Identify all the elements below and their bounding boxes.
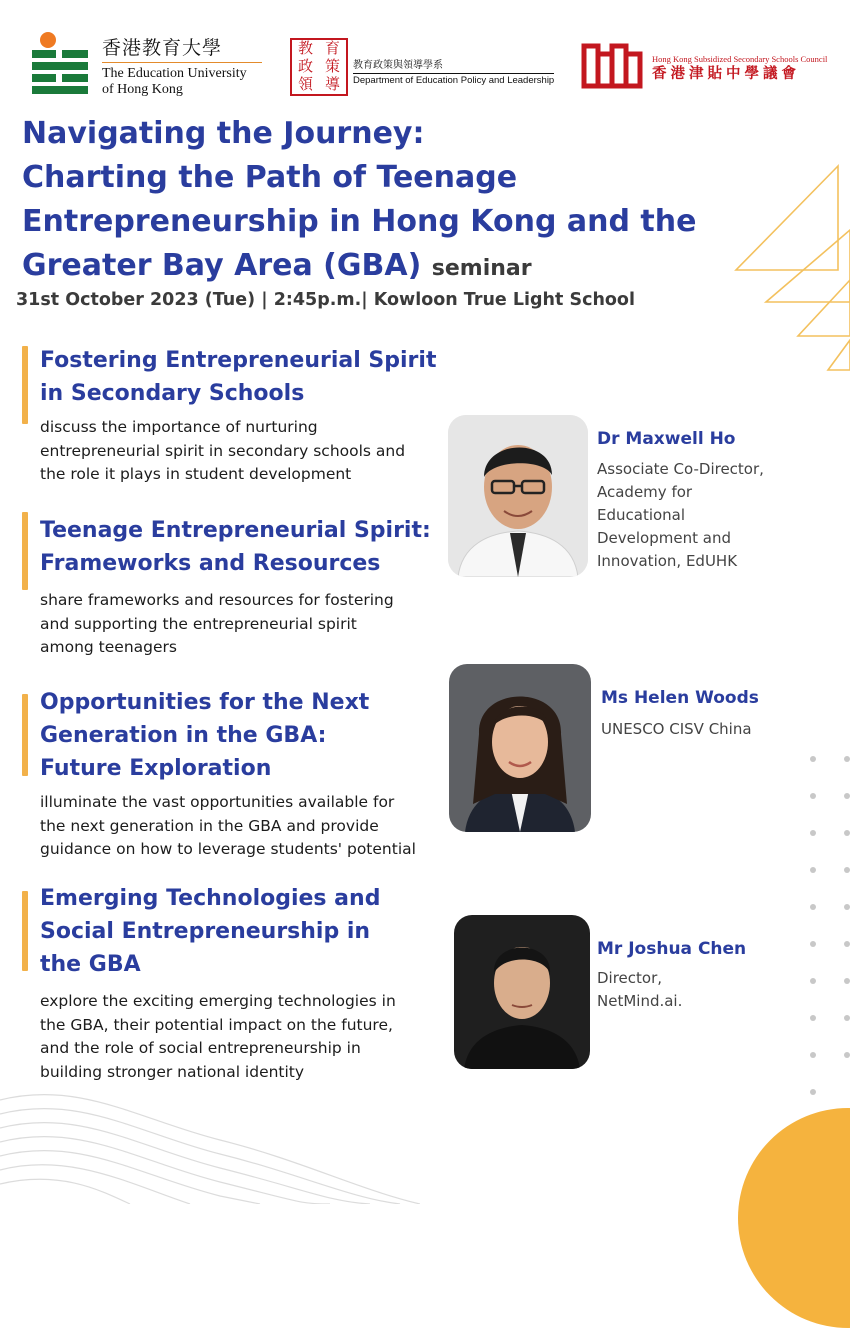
topic-desc-line: the next generation in the GBA and provide: [40, 816, 379, 835]
topic-4-description: [40, 990, 450, 1084]
speaker-photo-maxwell-ho: [448, 415, 588, 577]
topic-accent-bar: [22, 346, 28, 424]
topic-desc-line: guidance on how to leverage students' potential: [40, 840, 416, 858]
eduhk-logo-text: [102, 38, 247, 98]
topic-2-description: [40, 589, 450, 660]
speaker-name: Ms Helen Woods: [601, 688, 759, 708]
council-logo-text: [652, 54, 827, 83]
dept-seal-char: 育: [324, 39, 340, 57]
event-title-line: Entrepreneurship in Hong Kong and the: [22, 204, 697, 239]
speaker-role-line: Associate Co-Director,: [597, 460, 764, 478]
topic-title-line: Frameworks and Resources: [40, 551, 381, 576]
topic-desc-line: and supporting the entrepreneurial spirit: [40, 614, 357, 633]
speaker-role-line: Academy for: [597, 483, 693, 501]
speaker-role-line: Development and: [597, 529, 731, 547]
topic-accent-bar: [22, 512, 28, 590]
speaker-role: [597, 458, 764, 573]
event-date-venue: 31st October 2023 (Tue) | 2:45p.m.| Kowloon True Light School: [16, 290, 635, 310]
speaker-role-line: NetMind.ai.: [597, 992, 683, 1010]
decorative-triangles: [730, 160, 850, 380]
topic-accent-bar: [22, 694, 28, 776]
decorative-orange-circle: [738, 1108, 850, 1328]
topic-title-line: Generation in the GBA:: [40, 723, 327, 748]
eduhk-name-en-2: of Hong Kong: [102, 82, 183, 97]
event-title-line: Navigating the Journey:: [22, 116, 425, 151]
eduhk-name-cn: 香港教育大學: [102, 38, 223, 59]
council-name-cn: 香港津貼中學議會: [652, 65, 800, 82]
topic-desc-line: among teenagers: [40, 638, 177, 656]
dept-seal: [290, 38, 348, 96]
topic-desc-line: entrepreneurial spirit in secondary schools and: [40, 441, 406, 460]
topic-desc-line: share frameworks and resources for fostering: [40, 591, 394, 609]
speaker-name: Dr Maxwell Ho: [597, 429, 736, 449]
dept-seal-char: 教: [297, 39, 313, 57]
topic-title-line: Opportunities for the Next: [40, 690, 370, 715]
event-title-line: Greater Bay Area (GBA): [22, 248, 422, 283]
speaker-role-line: Director,: [597, 969, 663, 987]
dept-logo-text: [353, 59, 554, 88]
topic-desc-line: the GBA, their potential impact on the future,: [40, 1015, 393, 1034]
council-name-en: Hong Kong Subsidized Secondary Schools Council: [652, 54, 828, 64]
topic-accent-bar: [22, 891, 28, 971]
dot-grid: [810, 756, 850, 1096]
topic-2-title: [40, 514, 450, 580]
speaker-photo-joshua-chen: [454, 915, 590, 1069]
event-title-line: Charting the Path of Teenage: [22, 160, 518, 195]
speaker-role: [601, 718, 752, 741]
topic-title-line: Teenage Entrepreneurial Spirit:: [40, 518, 431, 543]
topic-title-line: in Secondary Schools: [40, 381, 305, 406]
dept-seal-char: 領: [297, 75, 313, 93]
topic-title-line: the GBA: [40, 952, 141, 977]
topic-4-title: [40, 882, 450, 981]
topic-title-line: Fostering Entrepreneurial Spirit: [40, 348, 437, 373]
dept-name-cn: 教育政策與領導學系: [353, 60, 443, 71]
eduhk-logo-rule: [102, 62, 262, 63]
speaker-role: [597, 967, 682, 1013]
dept-seal-char: 策: [324, 57, 340, 75]
topic-desc-line: building stronger national identity: [40, 1062, 305, 1081]
topic-desc-line: illuminate the vast opportunities available for: [40, 793, 395, 811]
dept-name-en: Department of Education Policy and Leadership: [353, 75, 555, 86]
decorative-wave-lines: [0, 1080, 420, 1204]
topic-desc-line: explore the exciting emerging technologies in: [40, 992, 396, 1010]
dept-seal-char: 導: [324, 75, 340, 93]
eduhk-logo-mark: [30, 28, 92, 98]
speaker-role-line: Innovation, EdUHK: [597, 552, 738, 570]
topic-3-title: [40, 686, 450, 785]
event-title-suffix: seminar: [431, 256, 532, 281]
topic-3-description: [40, 791, 450, 862]
speaker-role-line: UNESCO CISV China: [601, 720, 752, 738]
council-logo-mark: [580, 40, 646, 94]
event-title: [22, 112, 702, 291]
speaker-role-line: Educational: [597, 506, 686, 524]
speaker-name: Mr Joshua Chen: [597, 939, 747, 959]
topic-desc-line: and the role of social entrepreneurship in: [40, 1039, 361, 1057]
topic-title-line: Future Exploration: [40, 756, 272, 781]
topic-title-line: Emerging Technologies and: [40, 886, 381, 911]
topic-1-title: [40, 344, 450, 410]
topic-title-line: Social Entrepreneurship in: [40, 919, 371, 944]
dept-seal-char: 政: [297, 57, 313, 75]
topic-desc-line: the role it plays in student development: [40, 465, 352, 483]
topic-desc-line: discuss the importance of nurturing: [40, 418, 318, 436]
eduhk-name-en-1: The Education University: [102, 66, 247, 81]
topic-1-description: [40, 416, 450, 487]
speaker-photo-helen-woods: [449, 664, 591, 832]
